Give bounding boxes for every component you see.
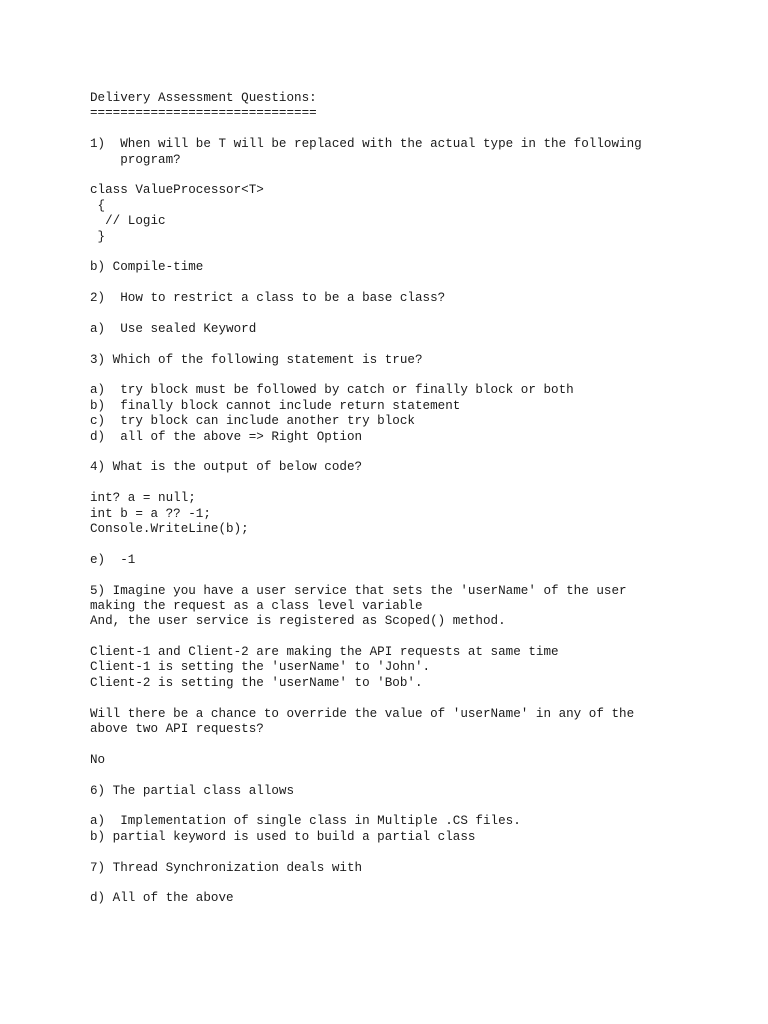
text-line: b) partial keyword is used to build a partial class xyxy=(90,829,476,844)
blank-line xyxy=(90,799,750,814)
text-line: 4) What is the output of below code? xyxy=(90,460,363,475)
document-body xyxy=(90,137,750,907)
text-line: above two API requests? xyxy=(90,722,264,737)
text-line: // Logic xyxy=(90,214,166,229)
text-line: e) -1 xyxy=(90,552,136,567)
blank-line xyxy=(90,276,750,291)
text-line: class ValueProcessor<T> xyxy=(90,183,264,198)
blank-line xyxy=(90,337,750,352)
text-line: Client-1 and Client-2 are making the API requests at same time xyxy=(90,645,559,660)
text-line: a) Use sealed Keyword xyxy=(90,321,257,336)
text-line: 1) When will be T will be replaced with the actual type in the following xyxy=(90,137,642,152)
blank-line xyxy=(90,768,750,783)
blank-line xyxy=(90,168,750,183)
text-line: c) try block can include another try block xyxy=(90,414,415,429)
blank-line xyxy=(90,245,750,260)
text-line: d) all of the above => Right Option xyxy=(90,429,363,444)
document-title: Delivery Assessment Questions: xyxy=(90,91,317,105)
blank-line xyxy=(90,845,750,860)
text-line: Client-2 is setting the 'userName' to 'Bob'. xyxy=(90,675,423,690)
text-line: } xyxy=(90,229,106,244)
text-line: 2) How to restrict a class to be a base class? xyxy=(90,291,446,306)
text-line: b) Compile-time xyxy=(90,260,204,275)
text-line: { xyxy=(90,198,106,213)
text-line: b) finally block cannot include return statement xyxy=(90,398,461,413)
text-line: 6) The partial class allows xyxy=(90,783,295,798)
document-page xyxy=(90,91,750,907)
blank-line xyxy=(90,368,750,383)
blank-line xyxy=(90,568,750,583)
text-line: Console.WriteLine(b); xyxy=(90,521,249,536)
text-line: 7) Thread Synchronization deals with xyxy=(90,860,363,875)
text-line: a) try block must be followed by catch or finally block or both xyxy=(90,383,574,398)
text-line: making the request as a class level variable xyxy=(90,598,423,613)
blank-line xyxy=(90,445,750,460)
blank-line xyxy=(90,306,750,321)
text-line: 5) Imagine you have a user service that sets the 'userName' of the user xyxy=(90,583,627,598)
blank-line xyxy=(90,630,750,645)
text-line: int b = a ?? -1; xyxy=(90,506,211,521)
title-underline: ============================== xyxy=(90,106,317,121)
text-line: 3) Which of the following statement is true? xyxy=(90,352,423,367)
text-line: d) All of the above xyxy=(90,891,234,906)
blank-line xyxy=(90,876,750,891)
text-line: program? xyxy=(90,152,181,167)
text-line: No xyxy=(90,752,106,767)
blank-line xyxy=(90,537,750,552)
blank-line xyxy=(90,691,750,706)
text-line: Client-1 is setting the 'userName' to 'John'. xyxy=(90,660,431,675)
blank-line xyxy=(90,476,750,491)
text-line: Will there be a chance to override the value of 'userName' in any of the xyxy=(90,706,635,721)
spacer xyxy=(90,122,750,137)
text-line: And, the user service is registered as Scoped() method. xyxy=(90,614,506,629)
text-line: a) Implementation of single class in Multiple .CS files. xyxy=(90,814,521,829)
text-line: int? a = null; xyxy=(90,491,196,506)
blank-line xyxy=(90,737,750,752)
